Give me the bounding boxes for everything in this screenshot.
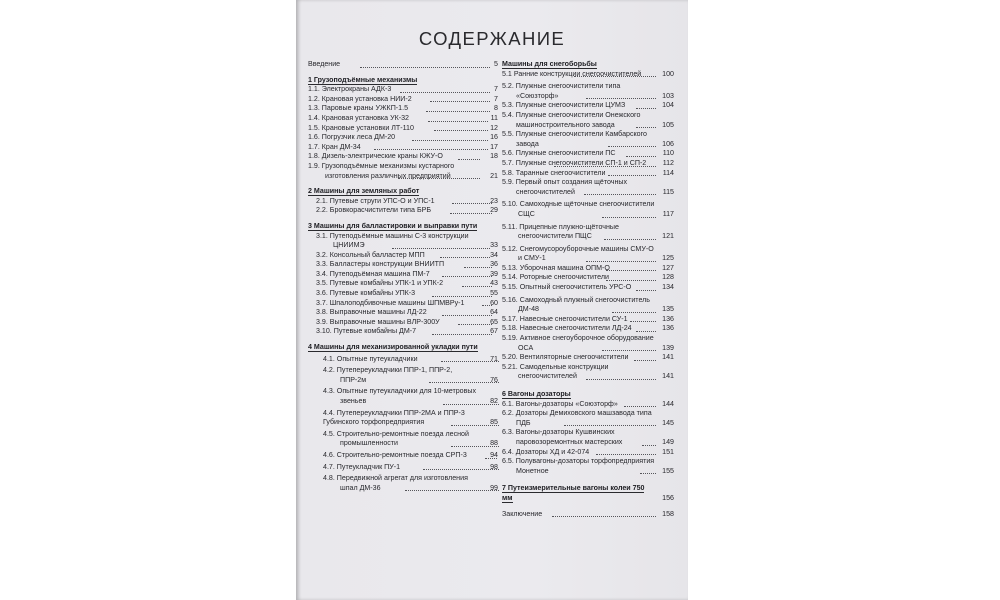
toc-entry	[316, 299, 498, 309]
toc-entry	[502, 363, 674, 382]
toc-dot-leader	[400, 92, 490, 93]
toc-section-heading	[308, 222, 498, 232]
toc-dot-leader	[564, 425, 656, 426]
toc-entry	[308, 104, 498, 114]
toc-entry	[502, 315, 674, 325]
toc-dot-leader	[636, 108, 656, 109]
toc-page-number: 141	[662, 353, 674, 362]
toc-entry-title: 3.4. Путеподъёмная машина ПМ-7	[316, 269, 430, 278]
toc-entry	[502, 296, 674, 315]
toc-section-title: 4 Машины для механизированной укладки пути	[308, 343, 478, 352]
toc-entry	[502, 169, 674, 179]
toc-entry	[323, 387, 498, 406]
toc-page-number: 60	[490, 298, 498, 307]
toc-page-number: 145	[662, 418, 674, 427]
toc-entry-title: 5.7. Плужные снегоочистители СП-1 и СП-2	[502, 158, 647, 167]
toc-dot-leader	[636, 331, 656, 332]
toc-entry	[502, 111, 674, 130]
toc-entry-title: 5.1 Ранние конструкции снегоочистителей	[502, 69, 642, 78]
toc-page-number: 17	[490, 142, 498, 151]
toc-page-number: 8	[494, 104, 498, 113]
toc-page-number: 125	[662, 254, 674, 263]
toc-entry-title: 6.3. Вагоны-дозаторы Кушвинских паровозоремонтных мастерских	[502, 428, 623, 446]
toc-section-title: 2 Машины для земляных работ	[308, 187, 420, 196]
toc-entry-title: 2.1. Путевые струги УПС-О и УПС-1	[316, 196, 435, 205]
toc-entry	[308, 133, 498, 143]
toc-entry-title: 3.10. Путевые комбайны ДМ-7	[316, 327, 417, 336]
toc-entry	[323, 474, 498, 493]
toc-dot-leader	[429, 382, 499, 383]
toc-page-number: 18	[490, 152, 498, 161]
toc-entry-title: 1.4. Крановая установка УК-32	[308, 113, 409, 122]
toc-dot-leader	[442, 315, 492, 316]
toc-page-number: 127	[662, 263, 674, 272]
toc-dot-leader	[398, 178, 480, 179]
toc-page-number: 112	[662, 158, 674, 167]
toc-entry-title: 1.7. Кран ДМ-34	[308, 142, 361, 151]
toc-right-column	[502, 60, 674, 519]
toc-entry-title: 5.18. Навесные снегоочистители ЛД-24	[502, 324, 632, 333]
toc-page-number: 39	[490, 269, 498, 278]
toc-dot-leader	[552, 516, 656, 517]
toc-entry-title: 6.5. Полувагоны-дозаторы торфопредприятия Монетное	[502, 457, 655, 475]
toc-entry-title: 5.10. Самоходные щёточные снегоочистители СЩС	[502, 200, 655, 218]
toc-entry	[316, 270, 498, 280]
toc-page-number: 100	[662, 69, 674, 78]
toc-entry	[316, 308, 498, 318]
toc-section-heading	[308, 76, 498, 86]
toc-entry-title: 3.5. Путевые комбайны УПК-1 и УПК-2	[316, 279, 444, 288]
toc-dot-leader	[430, 101, 490, 102]
toc-page-number: 33	[490, 241, 498, 250]
toc-dot-leader	[586, 98, 656, 99]
toc-entry-title: 5.15. Опытный снегоочиститель УРС-О	[502, 283, 632, 292]
toc-section-heading	[308, 343, 498, 353]
toc-section-heading	[308, 187, 498, 197]
toc-dot-leader	[586, 379, 656, 380]
toc-dot-leader	[584, 194, 656, 195]
toc-entry	[502, 428, 674, 447]
toc-entry-title: Заключение	[502, 509, 543, 518]
toc-entry	[502, 200, 674, 219]
toc-dot-leader	[626, 156, 656, 157]
toc-page-number: 76	[490, 375, 498, 384]
toc-entry-title: 5.2. Плужные снегоочистители типа «Союзторф»	[502, 82, 621, 100]
toc-entry	[502, 283, 674, 293]
toc-entry	[502, 70, 674, 80]
toc-page-number: 64	[490, 308, 498, 317]
toc-page-number: 11	[490, 113, 498, 122]
toc-entry	[502, 264, 674, 274]
toc-page-number: 114	[662, 168, 674, 177]
toc-section-title: 1 Грузоподъёмные механизмы	[308, 75, 418, 84]
toc-page-number: 55	[490, 289, 498, 298]
toc-dot-leader	[462, 286, 492, 287]
toc-section-title: 3 Машины для балластировки и выправки пути	[308, 221, 478, 230]
toc-page-number: 94	[490, 450, 498, 459]
toc-dot-leader	[640, 473, 656, 474]
toc-dot-leader	[630, 321, 656, 322]
toc-entry	[308, 95, 498, 105]
toc-dot-leader	[586, 261, 656, 262]
toc-section-title: Машины для снегоборьбы	[502, 60, 597, 68]
toc-dot-leader	[428, 121, 488, 122]
toc-entry	[316, 327, 498, 337]
toc-entry	[502, 245, 674, 264]
toc-page-number: 16	[490, 133, 498, 142]
toc-page-number: 110	[662, 149, 674, 158]
toc-entry-title: 1.8. Дизель-электрические краны КЖУ-О	[308, 152, 443, 161]
toc-entry	[316, 232, 498, 251]
toc-page-number: 71	[490, 354, 498, 363]
toc-entry-title: 4.6. Строительно-ремонтные поезда СРП-3	[323, 450, 467, 459]
toc-entry	[308, 152, 498, 162]
toc-entry-title: 4.4. Путепереукладчики ППР-2МА и ППР-3 Губинского торфопредприятия	[323, 408, 465, 427]
toc-dot-leader	[392, 248, 490, 249]
toc-entry-title: 4.2. Путепереукладчики ППР-1, ППР-2, ППР-2м	[323, 366, 453, 384]
toc-entry-title: 1.6. Погрузчик леса ДМ-20	[308, 133, 396, 142]
toc-section-heading	[502, 484, 674, 503]
toc-dot-leader	[434, 130, 488, 131]
toc-page-number: 128	[662, 273, 674, 282]
toc-entry	[323, 409, 498, 428]
toc-page-number: 7	[494, 85, 498, 94]
toc-page-number: 85	[490, 418, 498, 427]
toc-entry-title: 1.9. Грузоподъёмные механизмы кустарного изготовления различных предприятий	[308, 161, 455, 180]
toc-entry-title: 5.6. Плужные снегоочистители ПС	[502, 149, 616, 158]
toc-dot-leader	[458, 324, 492, 325]
toc-page-number: 99	[490, 483, 498, 492]
toc-dot-leader	[458, 159, 480, 160]
toc-page-number: 106	[662, 139, 674, 148]
toc-entry-title: 5.19. Активное снегоуборочное оборудование ОСА	[502, 334, 654, 352]
toc-entry	[502, 457, 674, 476]
toc-entry	[502, 223, 674, 242]
toc-entry	[308, 162, 498, 181]
toc-dot-leader	[554, 166, 656, 167]
toc-page-number: 156	[662, 493, 674, 502]
toc-page-number: 117	[662, 209, 674, 218]
toc-dot-leader	[405, 490, 499, 491]
toc-entry-title: 3.1. Путеподъёмные машины С-3 конструкции ЦНИИМЭ	[316, 231, 469, 250]
page-title: СОДЕРЖАНИЕ	[418, 28, 566, 49]
toc-entry	[502, 130, 674, 149]
toc-section-title: 7 Путеизмерительные вагоны колеи 750 мм	[502, 484, 645, 502]
toc-section-heading	[502, 60, 674, 70]
toc-entry	[502, 409, 674, 428]
toc-entry-title: 2.2. Бровкорасчистители типа БРБ	[316, 206, 431, 215]
toc-page-number: 103	[662, 91, 674, 100]
toc-page-number: 7	[494, 94, 498, 103]
toc-page-number: 65	[490, 317, 498, 326]
toc-entry	[502, 400, 674, 410]
toc-dot-leader	[574, 76, 656, 77]
toc-left-column	[308, 60, 498, 493]
toc-entry	[316, 260, 498, 270]
toc-entry-title: 6.4. Дозаторы ХД и 42-074	[502, 447, 590, 456]
toc-dot-leader	[423, 469, 499, 470]
toc-entry-title: 5.4. Плужные снегоочистители Онежского машиностроительного завода	[502, 110, 641, 129]
toc-entry	[316, 206, 498, 216]
toc-entry	[502, 510, 674, 520]
toc-entry	[323, 451, 498, 461]
toc-dot-leader	[450, 213, 492, 214]
toc-entry-title: 5.11. Прицепные плужно-щёточные снегоочистители ПЩС	[502, 222, 619, 241]
toc-entry-title: 5.17. Навесные снегоочистители СУ-1	[502, 314, 628, 323]
toc-entry-title: 5.13. Уборочная машина ОПМ-О	[502, 263, 610, 272]
toc-entry	[502, 101, 674, 111]
toc-dot-leader	[464, 267, 492, 268]
toc-dot-leader	[432, 296, 492, 297]
toc-dot-leader	[604, 239, 656, 240]
toc-page-number: 121	[662, 232, 674, 241]
toc-page-number: 23	[490, 196, 498, 205]
toc-entry-title: 4.8. Передвижной агрегат для изготовления шпал ДМ-36	[323, 474, 468, 492]
toc-entry	[316, 279, 498, 289]
toc-page-number: 155	[662, 466, 674, 475]
toc-dot-leader	[606, 280, 656, 281]
toc-entry	[308, 85, 498, 95]
toc-dot-leader	[636, 127, 656, 128]
toc-dot-leader	[612, 312, 656, 313]
toc-entry-title: 3.2. Консольный балластер МПП	[316, 250, 425, 259]
toc-page-number: 105	[662, 120, 674, 129]
toc-entry	[502, 82, 674, 101]
toc-entry	[502, 334, 674, 353]
toc-entry-title: 3.7. Шпалоподбивочные машины ШПМВРу-1	[316, 298, 465, 307]
toc-entry-title: 3.6. Путевые комбайны УПК-3	[316, 289, 416, 298]
toc-page-number: 158	[662, 509, 674, 518]
toc-entry	[316, 197, 498, 207]
toc-entry	[323, 463, 498, 473]
toc-entry	[502, 159, 674, 169]
toc-dot-leader	[596, 454, 656, 455]
toc-entry-title: 5.14. Роторные снегоочистители	[502, 273, 609, 282]
toc-section-title: 6 Вагоны дозаторы	[502, 390, 571, 398]
toc-dot-leader	[608, 146, 656, 147]
toc-page-number: 36	[490, 260, 498, 269]
toc-dot-leader	[432, 334, 492, 335]
toc-entry-title: 1.3. Паровые краны УЖКП-1.5	[308, 104, 409, 113]
toc-dot-leader	[442, 276, 492, 277]
toc-section-heading	[502, 390, 674, 400]
toc-entry-title: 5.3. Плужные снегоочистители ЦУМЗ	[502, 101, 626, 110]
toc-entry-title: 5.16. Самоходный плужный снегоочиститель ДМ-48	[502, 295, 650, 314]
toc-entry-title: 3.3. Балластеры конструкции ВНИИТП	[316, 260, 445, 269]
toc-page-number: 115	[662, 187, 674, 196]
toc-entry-title: 6.1. Вагоны-дозаторы «Союзторф»	[502, 399, 618, 408]
toc-page-number: 136	[662, 324, 674, 333]
toc-entry-title: 5.20. Вентиляторные снегоочистители	[502, 353, 629, 362]
toc-dot-leader	[360, 67, 490, 68]
toc-dot-leader	[636, 290, 656, 291]
toc-dot-leader	[602, 350, 656, 351]
toc-entry-title: 4.3. Опытные путеукладчики для 10-метровых звеньев	[323, 387, 476, 405]
toc-page-number: 5	[494, 60, 498, 68]
toc-page-number: 29	[490, 206, 498, 215]
toc-entry-title: 3.9. Выправочные машины ВЛР-300У	[316, 317, 440, 326]
toc-entry	[316, 318, 498, 328]
toc-entry	[308, 124, 498, 134]
toc-page-number: 136	[662, 314, 674, 323]
toc-dot-leader	[624, 406, 656, 407]
toc-entry-title: 5.5. Плужные снегоочистители Камбарского завода	[502, 130, 648, 148]
toc-page-number: 43	[490, 279, 498, 288]
toc-page-number: 134	[662, 283, 674, 292]
toc-dot-leader	[634, 360, 656, 361]
toc-dot-leader	[412, 140, 488, 141]
toc-entry-title: 1.1. Электрокраны АДК-3	[308, 85, 392, 94]
toc-page-number: 139	[662, 343, 674, 352]
toc-entry	[502, 448, 674, 458]
toc-page-number: 67	[490, 327, 498, 336]
toc-entry-title: 6.2. Дозаторы Демиховского машзавода типа ПДБ	[502, 409, 652, 427]
toc-entry	[502, 149, 674, 159]
toc-entry	[502, 178, 674, 197]
toc-entry	[308, 60, 498, 70]
toc-page-number: 144	[662, 399, 674, 408]
toc-page-number: 12	[490, 123, 498, 132]
toc-entry-title: 5.8. Таранные снегоочистители	[502, 168, 606, 177]
toc-entry-title: 1.2. Крановая установка НИИ-2	[308, 94, 412, 103]
toc-dot-leader	[426, 111, 490, 112]
toc-dot-leader	[602, 217, 656, 218]
toc-page-number: 149	[662, 437, 674, 446]
toc-page-number: 34	[490, 250, 498, 259]
toc-page-number: 104	[662, 101, 674, 110]
toc-entry	[308, 143, 498, 153]
toc-dot-leader	[608, 175, 656, 176]
toc-dot-leader	[440, 257, 490, 258]
toc-entry	[502, 273, 674, 283]
toc-entry	[323, 366, 498, 385]
toc-entry-title: 5.21. Самодельные конструкции снегоочистителей	[502, 362, 609, 381]
toc-entry	[323, 430, 498, 449]
toc-entry	[316, 251, 498, 261]
toc-page-number: 21	[490, 171, 498, 180]
toc-entry-title: 5.9. Первый опыт создания щёточных снегоочистителей	[502, 178, 628, 196]
toc-dot-leader	[452, 203, 492, 204]
toc-dot-leader	[374, 149, 488, 150]
toc-entry	[502, 353, 674, 363]
book-page	[296, 0, 688, 600]
toc-entry	[316, 289, 498, 299]
toc-entry-title: Введение	[308, 60, 341, 68]
toc-dot-leader	[642, 445, 656, 446]
toc-page-number: 88	[490, 439, 498, 448]
toc-entry-title: 1.5. Крановые установки ЛТ-110	[308, 123, 414, 132]
toc-page-number: 82	[490, 397, 498, 405]
toc-dot-leader	[606, 270, 656, 271]
toc-page-number: 98	[490, 462, 498, 471]
toc-entry-title: 5.12. Снегомусороуборочные машины СМУ-О и СМУ-1	[502, 244, 654, 263]
toc-page-number: 141	[662, 372, 674, 381]
toc-entry	[308, 114, 498, 124]
toc-entry-title: 4.1. Опытные путеукладчики	[323, 354, 418, 363]
toc-entry-title: 4.7. Путеукладчик ПУ-1	[323, 462, 401, 471]
toc-entry-title: 4.5. Строительно-ремонтные поезда лесной промышленности	[323, 429, 469, 448]
toc-entry	[323, 355, 498, 365]
toc-entry-title: 3.8. Выправочные машины ЛД-22	[316, 308, 427, 317]
toc-entry	[502, 324, 674, 334]
toc-page-number: 135	[662, 305, 674, 314]
toc-page-number: 151	[662, 447, 674, 456]
